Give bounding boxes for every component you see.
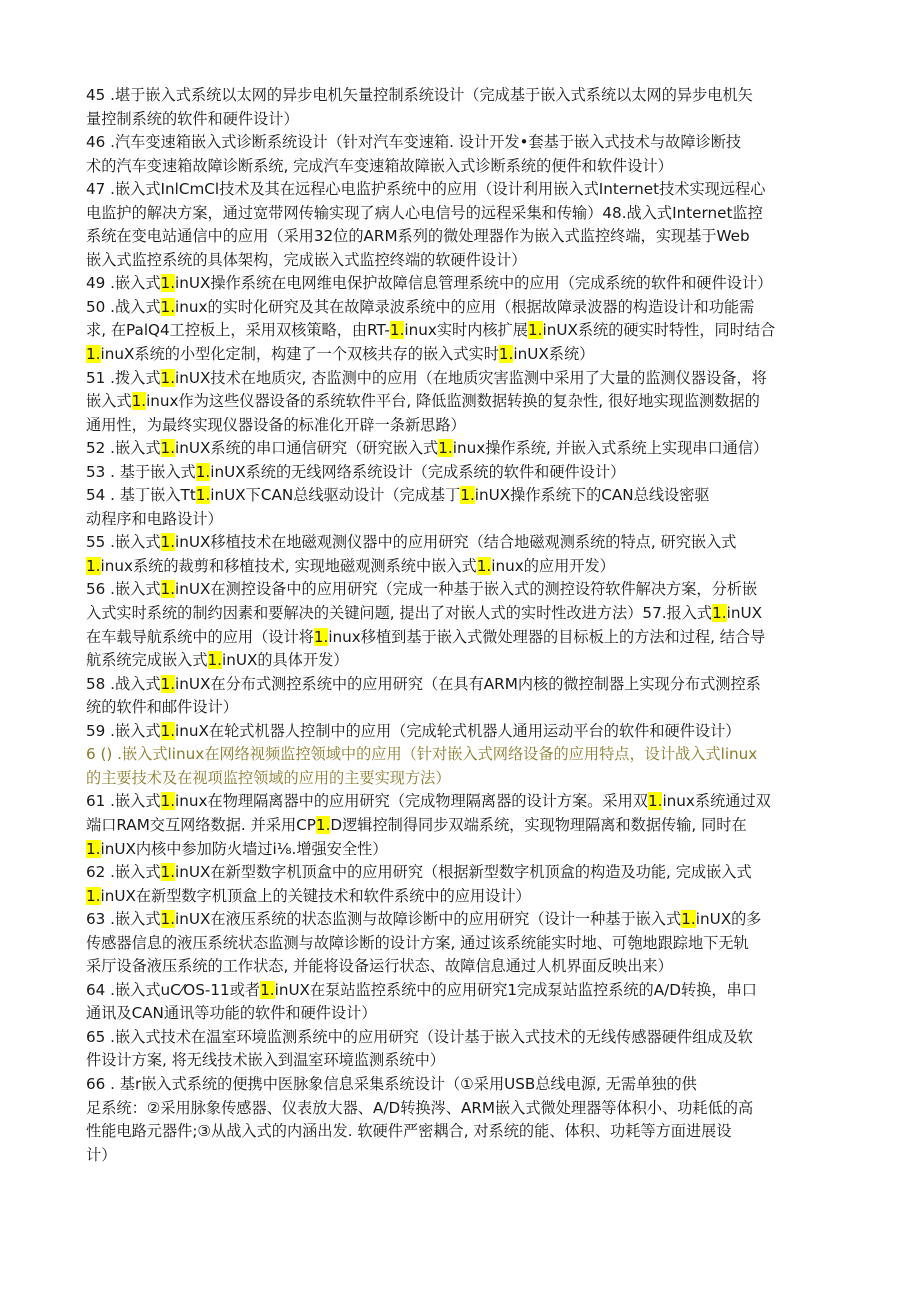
highlighted-text: 1. xyxy=(160,721,176,740)
text-segment: 58 .战入式 xyxy=(86,674,161,693)
highlighted-text: 1. xyxy=(207,651,222,670)
highlighted-text: 1. xyxy=(160,297,176,316)
text-segment: inUX内核中参加防火墙过i⅛.增强安全性） xyxy=(100,839,388,858)
text-segment: 电监护的解决方案，通过宽带网传输实现了病人心电信号的远程采集和传输）48.战入式Internet监控 xyxy=(86,203,763,222)
text-segment: inUX在测控设备中的应用研究（完成一种基于嵌入式的测控设符软件解决方案，分析嵌 xyxy=(175,580,758,599)
highlighted-text: 1. xyxy=(86,345,101,364)
text-line xyxy=(86,108,846,132)
text-line xyxy=(86,555,846,579)
text-line xyxy=(86,225,846,249)
text-segment: 的主要技术及在视项监控领域的应用的主要实现方法） xyxy=(86,768,451,787)
highlighted-text: 1. xyxy=(528,321,543,340)
paragraph-item-66 xyxy=(86,1073,846,1167)
highlighted-text: 1. xyxy=(195,462,211,481)
highlighted-text: 1. xyxy=(86,556,101,575)
highlighted-text: 1. xyxy=(131,392,147,411)
highlighted-text: 1. xyxy=(160,792,176,811)
text-line xyxy=(86,626,846,650)
highlighted-text: 1. xyxy=(315,815,331,834)
text-line xyxy=(86,484,846,508)
text-segment: inUX系统的硬实时特性，同时结合 xyxy=(542,321,776,340)
highlighted-text: 1. xyxy=(160,863,176,882)
paragraph-item-58 xyxy=(86,673,846,720)
text-line xyxy=(86,390,846,414)
text-line xyxy=(86,720,846,744)
text-line xyxy=(86,437,846,461)
highlighted-text: 1. xyxy=(438,439,453,458)
text-line xyxy=(86,202,846,226)
text-line xyxy=(86,178,846,202)
paragraph-item-52 xyxy=(86,437,846,461)
text-segment: 45 .堪于嵌入式系统以太网的异步电机矢量控制系统设计（完成基于嵌入式系统以太网的异步电机矢 xyxy=(86,86,753,104)
text-segment: 56 .嵌入式 xyxy=(86,580,161,599)
text-line xyxy=(86,743,846,767)
highlighted-text: 1. xyxy=(712,604,727,623)
text-segment: 系统在变电站通信中的应用（采用32位的ARM系列的微处理器作为嵌入式监控终端，实现基于Web xyxy=(86,227,750,246)
text-line xyxy=(86,790,846,814)
paragraph-item-65 xyxy=(86,1026,846,1073)
text-segment: 件设计方案, 将无线技术嵌入到温室环境监测系统中） xyxy=(86,1051,445,1070)
text-line xyxy=(86,979,846,1003)
text-line xyxy=(86,84,846,108)
highlighted-text: 1. xyxy=(681,910,696,929)
text-segment: 性能电路元器件;③从战入式的内涵出发. 软硬件严密耦合, 对系统的能、体积、功耗等方面进展设 xyxy=(86,1122,732,1141)
text-segment: 统的软件和邮件设计） xyxy=(86,698,238,717)
text-segment: 航系统完成嵌入式 xyxy=(86,651,208,670)
highlighted-text: 1. xyxy=(160,274,176,293)
text-segment: 足系统：②采用脉象传感器、仪表放大器、A/D转换涔、ARM嵌入式微处理器等体积小、功耗低的高 xyxy=(86,1098,754,1117)
document-page xyxy=(86,84,846,1167)
text-segment: 59 .嵌入式 xyxy=(86,721,161,740)
paragraph-item-54 xyxy=(86,484,846,531)
text-segment: inUX操作系统在电网维电保护故障信息管理系统中的应用（完成系统的软件和硬件设计） xyxy=(175,274,773,293)
text-segment: inUX在分布式测控系统中的应用研究（在具有ARM内核的微控制器上实现分布式测控系 xyxy=(175,674,761,693)
text-line xyxy=(86,602,846,626)
text-segment: 传感器信息的液压系统状态监测与故障诊断的设计方案, 通过该系统能实时地、可匏地跟踪地下无轨 xyxy=(86,933,749,952)
paragraph-item-55 xyxy=(86,531,846,578)
text-segment: 在车载导航系统中的应用（设计将 xyxy=(86,627,314,646)
text-segment: inUX在液压系统的状态监测与故障诊断中的应用研究（设计一种基于嵌入式 xyxy=(175,910,682,929)
text-segment: 入式实时系统的制约因素和要解决的关键问题, 提出了对嵌人式的实时性改进方法）57.报入式 xyxy=(86,604,713,623)
text-line xyxy=(86,343,846,367)
text-segment: 求, 在PalQ4工控板上，采用双核策略，由RT- xyxy=(86,321,390,340)
text-line xyxy=(86,838,846,862)
text-line xyxy=(86,673,846,697)
text-segment: 50 .战入式 xyxy=(86,297,161,316)
text-line xyxy=(86,414,846,438)
text-line xyxy=(86,932,846,956)
text-segment: 47 .嵌入式InlCmCl技术及其在远程心电监护系统中的应用（设计利用嵌入式Internet技术实现远程心 xyxy=(86,180,766,199)
text-segment: 52 .嵌入式 xyxy=(86,439,161,458)
text-segment: inuX在轮式机器人控制中的应用（完成轮式机器人通用运动平台的软件和硬件设计） xyxy=(175,721,741,740)
text-segment: inUX技术在地质灾, 杏监测中的应用（在地质灾害监测中采用了大量的监测仪器设备，将 xyxy=(175,368,767,387)
text-segment: 54 . 基丁嵌入Tt xyxy=(86,486,196,505)
text-segment: inUX下CAN总线驱动设计（完成基丁 xyxy=(210,486,461,505)
highlighted-text: 1. xyxy=(647,792,663,811)
highlighted-text: 1. xyxy=(460,486,475,505)
paragraph-item-62 xyxy=(86,861,846,908)
text-line xyxy=(86,296,846,320)
text-line xyxy=(86,955,846,979)
highlighted-text: 1. xyxy=(260,980,275,999)
text-line xyxy=(86,908,846,932)
text-segment: inUX系统的串口通信研究（研究嵌入式 xyxy=(175,439,439,458)
highlighted-text: 1. xyxy=(160,910,176,929)
highlighted-text: 1. xyxy=(498,345,514,364)
text-segment: inuX系统的小型化定制，构建了一个双核共存的嵌入式实时 xyxy=(100,345,499,364)
text-line xyxy=(86,131,846,155)
paragraph-item-60 xyxy=(86,743,846,790)
paragraph-item-51 xyxy=(86,367,846,438)
text-segment: inUX系统的无线网络系统设计（完成系统的软件和硬件设计） xyxy=(210,462,626,481)
text-segment: 63 .嵌入式 xyxy=(86,910,161,929)
text-line xyxy=(86,1120,846,1144)
text-segment: inUX移植技术在地磁观测仪器中的应用研究（结合地磁观测系统的特点, 研究嵌入式 xyxy=(175,533,737,552)
text-line xyxy=(86,272,846,296)
text-line xyxy=(86,1097,846,1121)
paragraph-item-49 xyxy=(86,272,846,296)
text-segment: 62 .嵌入式 xyxy=(86,863,161,882)
text-line xyxy=(86,814,846,838)
text-line xyxy=(86,1002,846,1026)
text-segment: 49 .嵌入式 xyxy=(86,274,161,293)
text-segment: 61 .嵌入式 xyxy=(86,792,161,811)
text-segment: inUX在新型数字机顶盒中的应用研究（根据新型数字机顶盒的构造及功能, 完成嵌入式 xyxy=(175,863,752,882)
text-segment: inUX xyxy=(726,604,762,623)
paragraph-item-47 xyxy=(86,178,846,272)
text-segment: 术的汽车变速箱故障诊断系统, 完成汽车变速箱故障嵌入式诊断系统的便件和软件设计） xyxy=(86,156,673,175)
text-segment: inux移植到基于嵌入式微处理器的目标板上的方法和过程, 结合导 xyxy=(328,627,766,646)
text-line xyxy=(86,531,846,555)
paragraph-item-61 xyxy=(86,790,846,861)
text-segment: inux作为这些仪器设备的系统软件平台, 降低监测数据转换的复杂性, 很好地实现监测数据的 xyxy=(146,392,760,411)
paragraph-item-56 xyxy=(86,578,846,672)
paragraph-item-59 xyxy=(86,720,846,744)
text-line xyxy=(86,461,846,485)
text-segment: 通讯及CAN通讯等功能的软件和硬件设计） xyxy=(86,1004,377,1023)
text-segment: 嵌入式监控系统的具体架构，完成嵌入式监控终端的软硬件设计） xyxy=(86,250,527,269)
text-segment: 采厅设备液压系统的工作状态, 并能将设备运行状态、故障信息通过人机界面反映出来） xyxy=(86,957,673,976)
text-segment: D逻辑控制得同步双端系统，实现物理隔离和数据传输, 同时在 xyxy=(330,815,747,834)
highlighted-text: 1. xyxy=(86,886,101,905)
text-line xyxy=(86,885,846,909)
paragraph-item-64 xyxy=(86,979,846,1026)
text-segment: inUX操作系统下的CAN总线设密驱 xyxy=(474,486,710,505)
text-line xyxy=(86,508,846,532)
text-segment: inux在物理隔离器中的应用研究（完成物理隔离器的设计方案。采用双 xyxy=(175,792,648,811)
text-segment: 46 .汽车变速箱嵌入式诊断系统设计（针对汽车变速箱. 设计开发•套基于嵌入式技术与故障诊断技 xyxy=(86,133,742,152)
text-segment: inux系统的裁剪和移植技术, 实现地磁观测系统中嵌入式 xyxy=(100,556,477,575)
text-line xyxy=(86,1049,846,1073)
highlighted-text: 1. xyxy=(160,580,176,599)
text-segment: 端口RAM交互网络数据. 并采用CP xyxy=(86,815,316,834)
text-segment: inUX的多 xyxy=(695,910,762,929)
text-segment: inUX的具体开发） xyxy=(222,651,349,670)
text-line xyxy=(86,649,846,673)
paragraph-item-45 xyxy=(86,84,846,131)
text-segment: 嵌入式 xyxy=(86,392,132,411)
highlighted-text: 1. xyxy=(160,439,176,458)
text-line xyxy=(86,861,846,885)
highlighted-text: 1. xyxy=(476,556,492,575)
text-segment: 动程序和电路设计） xyxy=(86,509,223,528)
highlighted-text: 1. xyxy=(86,839,101,858)
highlighted-text: 1. xyxy=(160,533,176,552)
paragraph-item-50 xyxy=(86,296,846,367)
text-line xyxy=(86,578,846,602)
text-segment: 6 () .嵌入式linux在网络视频监控领域中的应用（针对嵌入式网络设备的应用特点，设计战入式linux xyxy=(86,745,758,764)
highlighted-text: 1. xyxy=(195,486,211,505)
text-line xyxy=(86,1073,846,1097)
text-line xyxy=(86,155,846,179)
highlighted-text: 1. xyxy=(160,368,176,387)
text-segment: inUX在新型数字机顶盒上的关键技术和软件系统中的应用设计） xyxy=(100,886,531,905)
paragraph-item-53 xyxy=(86,461,846,485)
text-segment: 55 .嵌入式 xyxy=(86,533,161,552)
text-line xyxy=(86,1026,846,1050)
text-segment: inUX系统） xyxy=(513,345,595,364)
highlighted-text: 1. xyxy=(313,627,329,646)
highlighted-text: 1. xyxy=(160,674,176,693)
text-segment: 64 .嵌入式uC⁄OS-11或者 xyxy=(86,980,261,999)
text-segment: 量控制系统的软件和硬件设计） xyxy=(86,109,299,128)
paragraph-item-63 xyxy=(86,908,846,979)
text-line xyxy=(86,249,846,273)
text-segment: 通用性，为最终实现仪器设备的标准化开辟一条新思路） xyxy=(86,415,466,434)
text-segment: inux的实时化研究及其在故障录波系统中的应用（根据故障录波器的构造设计和功能需 xyxy=(175,297,755,316)
text-line xyxy=(86,319,846,343)
highlighted-text: 1. xyxy=(389,321,405,340)
text-line xyxy=(86,696,846,720)
text-segment: 66 . 基r嵌入式系统的便携中医脉象信息采集系统设计（①采用USB总线电源, 无需单独的供 xyxy=(86,1074,697,1093)
text-segment: inux操作系统, 并嵌入式系统上实现串口通信） xyxy=(452,439,769,458)
text-segment: 65 .嵌入式技术在温室环境监测系统中的应用研究（设计基于嵌入式技术的无线传感器硬件组成及软 xyxy=(86,1027,753,1046)
text-segment: inux的应用开发） xyxy=(491,556,615,575)
text-segment: inux系统通过双 xyxy=(662,792,771,811)
text-segment: 53 . 基于嵌入式 xyxy=(86,462,196,481)
text-segment: inux实时内核扩展 xyxy=(404,321,528,340)
paragraph-item-46 xyxy=(86,131,846,178)
text-segment: 51 .拨入式 xyxy=(86,368,161,387)
text-segment: 计） xyxy=(86,1145,117,1164)
text-segment: inUX在泵站监控系统中的应用研究1完成泵站监控系统的A/D转换，串口 xyxy=(274,980,757,999)
text-line xyxy=(86,767,846,791)
text-line xyxy=(86,367,846,391)
text-line xyxy=(86,1144,846,1168)
